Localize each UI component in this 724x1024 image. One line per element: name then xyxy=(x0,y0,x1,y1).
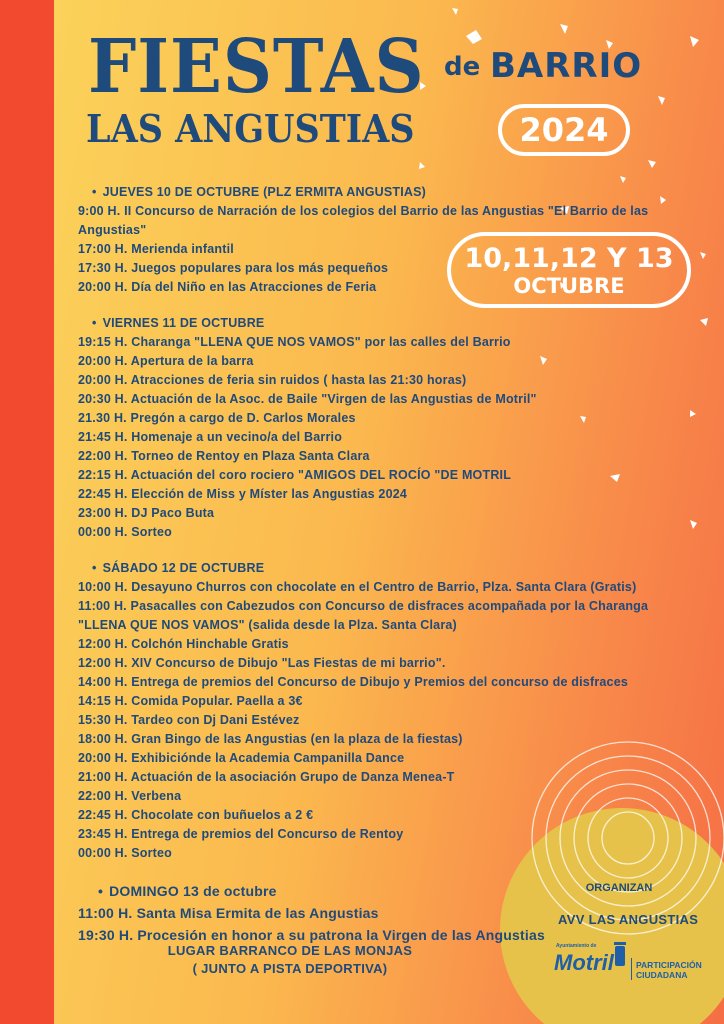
event-item: 12:00 H. XIV Concurso de Dibujo "Las Fiestas de mi barrio". xyxy=(78,656,446,670)
event-item: 23:00 H. DJ Paco Buta xyxy=(78,506,215,520)
schedule xyxy=(78,183,698,946)
event-item: 20:00 H. Día del Niño en las Atracciones de Feria xyxy=(78,280,377,294)
event-item: 21:45 H. Homenaje a un vecino/a del Barrio xyxy=(78,430,343,444)
barrio-label: BARRIO xyxy=(490,46,643,86)
event-item: 10:00 H. Desayuno Churros con chocolate en el Centro de Barrio, Plza. Santa Clara (Gratis) xyxy=(78,580,637,594)
event-item: 18:00 H. Gran Bingo de las Angustias (en la plaza de la fiestas) xyxy=(78,732,463,746)
de-label: de xyxy=(444,52,481,82)
event-item: 12:00 H. Colchón Hinchable Gratis xyxy=(78,637,289,651)
logo-dept-line-1: PARTICIPACIÓN xyxy=(636,960,702,970)
dates-month: OCTUBRE xyxy=(513,274,625,298)
event-item: 14:15 H. Comida Popular. Paella a 3€ xyxy=(78,694,303,708)
event-item: 21:00 H. Actuación de la asociación Grupo de Danza Menea-T xyxy=(78,770,455,784)
organizers-heading: ORGANIZAN xyxy=(585,882,653,894)
dates-days: 10,11,12 Y 13 xyxy=(464,243,674,274)
event-item: 19:30 H. Procesión en honor a su patrona la Virgen de las Angustias xyxy=(78,927,545,943)
event-item: 21.30 H. Pregón a cargo de D. Carlos Morales xyxy=(78,411,356,425)
logo-city: Motril xyxy=(554,950,614,975)
schedule-day-saturday xyxy=(78,559,698,863)
venue-line-1: LUGAR BARRANCO DE LAS MONJAS xyxy=(167,943,413,958)
motril-logo xyxy=(554,943,614,976)
schedule-day-friday xyxy=(78,314,698,542)
event-item: 20:00 H. Exhibiciónde la Academia Campanilla Dance xyxy=(78,751,405,765)
event-item: 15:30 H. Tardeo con Dj Dani Estévez xyxy=(78,713,300,727)
logo-divider xyxy=(631,958,632,980)
venue-line-2: ( JUNTO A PISTA DEPORTIVA) xyxy=(192,961,388,976)
organizer-association: AVV LAS ANGUSTIAS xyxy=(558,912,699,927)
event-item: 23:45 H. Entrega de premios del Concurso de Rentoy xyxy=(78,827,404,841)
poster-title: FIESTAS xyxy=(88,24,425,110)
event-item: 20:00 H. Atracciones de feria sin ruidos ( hasta las 21:30 horas) xyxy=(78,373,467,387)
logo-dept-line-2: CIUDADANA xyxy=(636,970,688,980)
logo-small-text: Ayuntamiento de xyxy=(556,943,597,949)
schedule-day-thursday xyxy=(78,183,698,297)
event-item: 17:00 H. Merienda infantil xyxy=(78,242,234,256)
event-item: 11:00 H. Santa Misa Ermita de las Angustias xyxy=(78,905,379,921)
poster-subtitle: LAS ANGUSTIAS xyxy=(86,106,415,151)
day-heading: • JUEVES 10 DE OCTUBRE (PLZ ERMITA ANGUSTIAS) xyxy=(78,183,698,202)
event-item: 19:15 H. Charanga "LLENA QUE NOS VAMOS" por las calles del Barrio xyxy=(78,335,511,349)
event-item: 20:00 H. Apertura de la barra xyxy=(78,354,254,368)
day-heading: • SÁBADO 12 DE OCTUBRE xyxy=(78,559,698,578)
event-item: 22:45 H. Chocolate con buñuelos a 2 € xyxy=(78,808,314,822)
event-item: 22:15 H. Actuación del coro rociero "AMIGOS DEL ROCÍO "DE MOTRIL xyxy=(78,468,512,482)
event-item: 00:00 H. Sorteo xyxy=(78,846,173,860)
event-item: 14:00 H. Entrega de premios del Concurso de Dibujo y Premios del concurso de disfraces xyxy=(78,675,628,689)
day-heading: • DOMINGO 13 de octubre xyxy=(78,880,698,902)
event-item: 22:00 H. Torneo de Rentoy en Plaza Santa Clara xyxy=(78,449,370,463)
event-item: 00:00 H. Sorteo xyxy=(78,525,173,539)
year-badge: 2024 xyxy=(498,104,630,156)
day-heading: • VIERNES 11 DE OCTUBRE xyxy=(78,314,698,333)
participation-logo xyxy=(636,960,702,980)
event-item: 17:30 H. Juegos populares para los más pequeños xyxy=(78,261,389,275)
event-item: 22:45 H. Elección de Miss y Míster las Angustias 2024 xyxy=(78,487,408,501)
event-item: 9:00 H. II Concurso de Narración de los colegios del Barrio de las Angustias "El Barrio de las Angustias" xyxy=(78,204,649,237)
event-item: 11:00 H. Pasacalles con Cabezudos con Concurso de disfraces acompañada por la Charanga "LLENA QUE NOS VAMOS" (salida desde la Plza. Santa Clara) xyxy=(78,599,649,632)
venue-info xyxy=(120,942,460,978)
event-item: 22:00 H. Verbena xyxy=(78,789,182,803)
event-item: 20:30 H. Actuación de la Asoc. de Baile "Virgen de las Angustias de Motril" xyxy=(78,392,537,406)
